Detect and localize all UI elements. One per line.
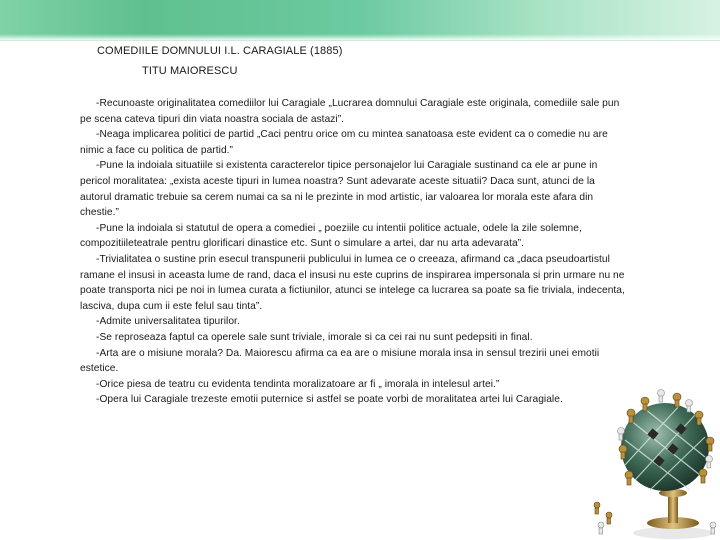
paragraph: -Trivialitatea o sustine prin esecul transpunerii publicului in lumea ce o creeaza, afirmand ca „daca pseudoartistul ramane el insusi in aceasta lume de rand, daca el insusi nu este cuprins de inspirarea impersonala si prin urmare nu ne poate transporta nici pe noi in lumea curata a fictiunilor, atunci se intelege ca lucrarea sa poate sa fie triviala, indecenta, lasciva, dupa cum ii este felul sau tinta”.: [80, 253, 625, 312]
paragraph: -Pune la indoiala situatiile si existenta caracterelor tipice personajelor lui Caragiale sustinand ca ele ar pune in pericol moralitatea: „exista aceste tipuri in lumea noastra? Sunt adevarate aceste situatii? Daca sunt, atunci de la autorul dramatic trebuie sa cerem numai ca sa ni le prezinte in mod artistic, iar valoarea lor morala este afara din chestie.”: [80, 160, 598, 219]
paragraph: -Pune la indoiala si statutul de opera a comediei „ poeziile cu intentii politice actuale, odele la zile solemne, compozitiileteatrale pentru glorificari dinastice etc. Sunt o simulare a artei, dar nu arta adevarata”.: [80, 222, 582, 250]
header-band: [0, 0, 720, 41]
paragraph: -Neaga implicarea politici de partid „Caci pentru orice om cu mintea sanatoasa este evident ca o comedie nu are nimic a face cu politica de partid.”: [80, 129, 608, 156]
chess-globe-icon: [585, 375, 720, 540]
slide-author: TITU MAIORESCU: [142, 65, 238, 77]
slide-body: [80, 96, 625, 408]
paragraph: -Orice piesa de teatru cu evidenta tendinta moralizatoare ar fi „ imorala in intelesul artei.”: [96, 378, 500, 390]
paragraph: -Opera lui Caragiale trezeste emotii puternice si astfel se poate vorbi de moralitatea artei lui Caragiale.: [96, 394, 563, 406]
paragraph: -Se reproseaza faptul ca operele sale sunt triviale, imorale si ca cei rai nu sunt pedepsiti in final.: [96, 331, 533, 343]
slide-title: COMEDIILE DOMNULUI I.L. CARAGIALE (1885): [97, 45, 343, 57]
paragraph: -Admite universalitatea tipurilor.: [96, 316, 240, 328]
paragraph: -Arta are o misiune morala? Da. Maiorescu afirma ca ea are o misiune morala insa in sensul trezirii unei emotii estetice.: [80, 347, 600, 375]
paragraph: -Recunoaste originalitatea comediilor lui Caragiale „Lucrarea domnului Caragiale este originala, comediile sale pun pe scena cateva tipuri din viata noastra sociala de astazi”.: [80, 98, 620, 125]
